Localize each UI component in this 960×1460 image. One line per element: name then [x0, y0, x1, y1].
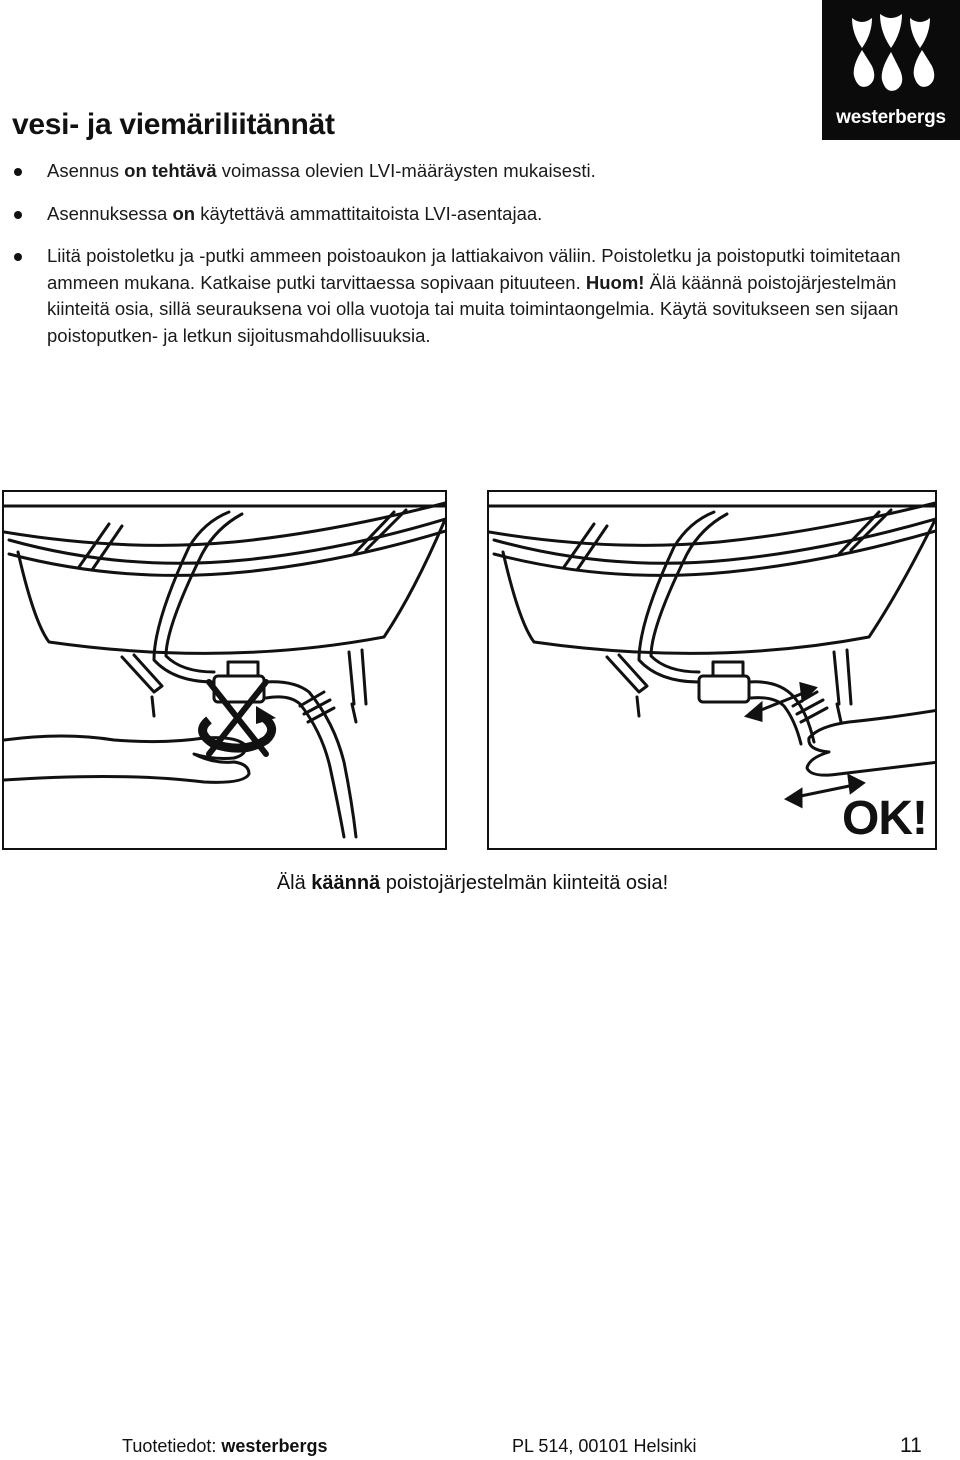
item-text: Liitä poistoletku ja -putki ammeen poistoaukon ja lattiakaivon väliin. Poistoletku ja poistoputki toimitetaan ammeen mukana. Katkaise putki tarvittaessa sopivaan pituuteen. [47, 245, 901, 293]
caption-text: Älä [276, 872, 312, 894]
footer-product-info [122, 1436, 327, 1457]
item-text: Asennuksessa [47, 202, 173, 224]
item-text: Asennus [47, 160, 125, 181]
logo-text: westerbergs [836, 107, 946, 128]
list-item [12, 201, 932, 228]
item-emphasis: Huom! [585, 271, 645, 293]
figure-correct-installation [487, 490, 937, 850]
ok-label: OK! [842, 792, 927, 845]
item-text: Älä käännä poistojärjestelmän kiinteitä osia, sillä seurauksena voi olla vuotoja tai muita toimintaongelmia. Käytä sovitukseen sen sijaan poistoputken- ja letkun sijoitusmahdollisuuksia. [47, 271, 899, 346]
item-text: käytettävä ammattitaitoista LVI-asentajaa. [195, 202, 543, 224]
adjust-arrows-icon [747, 684, 863, 806]
item-text: voimassa olevien LVI-määräysten mukaisesti. [216, 160, 596, 181]
page-number: 11 [900, 1434, 922, 1457]
caption-text: poistojärjestelmän kiinteitä osia! [380, 872, 669, 894]
figure-wrong-installation [2, 490, 447, 850]
footer-label: Tuotetiedot: [122, 1436, 222, 1456]
list-item [12, 243, 932, 349]
item-emphasis: on tehtävä [124, 160, 217, 181]
item-emphasis: on [172, 202, 196, 224]
list-item [12, 158, 932, 185]
page-title: vesi- ja viemäriliitännät [12, 108, 335, 141]
bathtub-drain-illustration [4, 492, 447, 850]
westerbergs-logo [822, 0, 960, 140]
instruction-list [12, 158, 932, 365]
figure-caption [0, 872, 945, 895]
page-footer [0, 1436, 960, 1460]
footer-brand: westerbergs [221, 1436, 328, 1456]
water-drops-icon [822, 0, 960, 110]
caption-emphasis: käännä [311, 872, 381, 894]
footer-address: PL 514, 00101 Helsinki [512, 1436, 697, 1456]
